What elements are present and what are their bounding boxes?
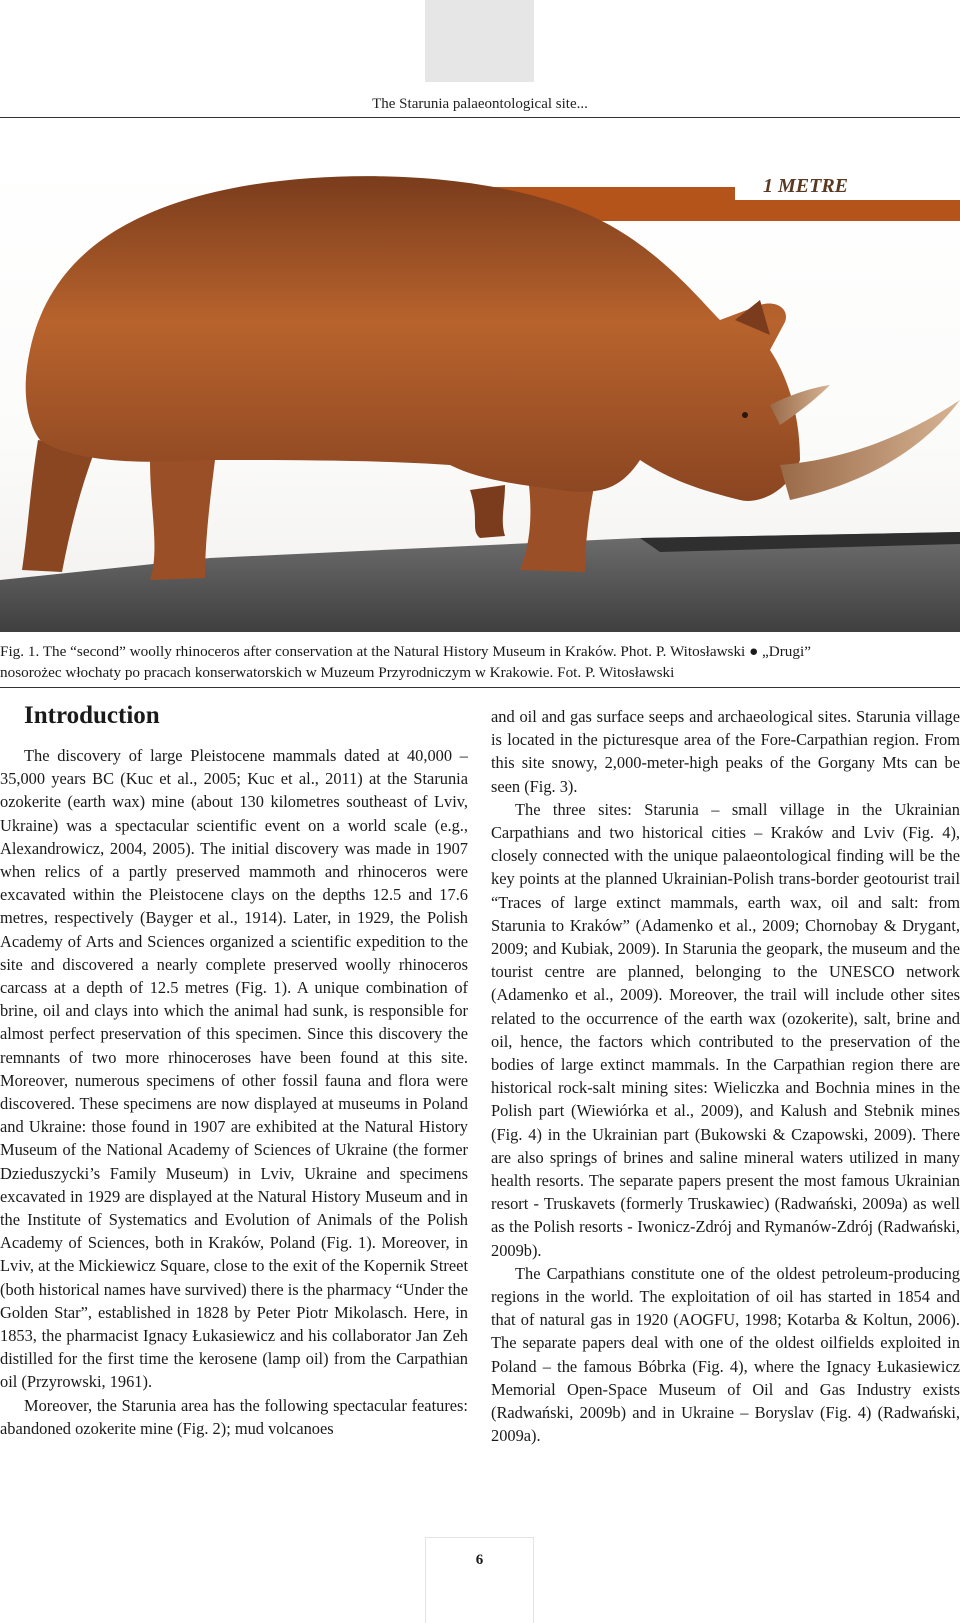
front-horn	[780, 400, 960, 500]
header-rule	[0, 117, 960, 118]
scale-label: 1 METRE	[763, 175, 849, 197]
paragraph: and oil and gas surface seeps and archaeological sites. Starunia village is located in the picturesque area of the Fore-Carpathian region. From this site snowy, 2,000-meter-high peaks of the Gorgany Mts can be seen (Fig. 3).	[491, 707, 960, 796]
rhinoceros-photo	[0, 160, 960, 632]
paragraph: The Carpathians constitute one of the oldest petroleum-producing regions in the world. The exploitation of oil has started in 1854 and that of natural gas in 1920 (AOGFU, 1998; Kotarba & Koltun, 2006). The separate papers deal with one of the oldest oilfields exploited in Poland – the famous Bóbrka (Fig. 4), where the Ignacy Łukasiewicz Memorial Open-Space Museum of Oil and Gas Industry exists (Radwański, 2009b) and in Ukraine – Boryslav (Fig. 4) (Radwański, 2009a).	[491, 1263, 960, 1446]
paragraph: The discovery of large Pleistocene mammals dated at 40,000 – 35,000 years BC (Kuc et al., 2005; Kuc et al., 2011) at the Starunia ozokerite (earth wax) mine (about 130 kilometres southeast of Lviv, Ukraine) was a spectacular scientific event on a world scale (e.g., Alexandrowicz, 2004, 2005). The initial discovery was made in 1907 when relics of a partly preserved mammoth and rhinoceros were excavated within the Pleistocene clays on the depths 12.5 and 17.6 metres, respectively (Bayger et al., 1914). Later, in 1929, the Polish Academy of Arts and Sciences organized a scientific expedition to the site and discovered a nearly complete preserved woolly rhinoceros carcass at a depth of 12.5 metres (Fig. 1). A unique combination of brine, oil and clays into which the animal had sunk, is responsible for almost perfect preservation of this specimen. Since this discovery the remnants of two more rhinoceroses have been found at this site. Moreover, numerous specimens of other fossil fauna and flora were discovered. These specimens are now displayed at museums in Poland and Ukraine: those found in 1907 are exhibited at the Natural History Museum of the National Academy of Sciences of Ukraine (the former Dzieduszycki’s Family Museum) in Lviv, Ukraine and specimens excavated in 1929 are displayed at the Natural History Museum and in the Institute of Systematics and Evolution of Animals of the Polish Academy of Sciences, both in Kraków, Poland (Fig. 1). Moreover, in Lviv, at the Mickiewicz Square, close to the exit of the Kopernik Street (both historical names have survived) there is the pharmacy “Under the Golden Star”, established in 1828 by Peter Piotr Mikolasch. Here, in 1853, the pharmacist Ignacy Łukasiewicz and his collaborator Jan Zeh distilled for the first time the kerosene (lamp oil) from the Carpathian oil (Przyrowski, 1961).	[0, 746, 468, 1392]
caption-line-english: Fig. 1. The “second” woolly rhinoceros after conservation at the Natural History Museum in Kraków. Phot. P. Witosławski ● „Drugi”	[0, 643, 811, 660]
paragraph: Moreover, the Starunia area has the following spectacular features: abandoned ozokerite mine (Fig. 2); mud volcanoes	[0, 1395, 468, 1438]
rhinoceros-body	[26, 176, 800, 501]
rhinoceros-illustration	[0, 160, 960, 632]
figure-caption	[0, 641, 960, 683]
header-tab	[425, 0, 534, 82]
section-title: Introduction	[24, 702, 160, 729]
left-column	[0, 700, 468, 1440]
caption-rule	[0, 687, 960, 688]
caption-line-polish: nosorożec włochaty po pracach konserwatorskich w Muzeum Przyrodniczym w Krakowie. Fot. P. Witosławski	[0, 664, 675, 681]
paragraph: The three sites: Starunia – small village in the Ukrainian Carpathians and two historical cities – Kraków and Lviv (Fig. 4), closely connected with the unique palaeontological finding will be the key points at the planned Ukrainian-Polish trans-border geotourist trail “Traces of large extinct mammals, earth wax, oil and salt: from Starunia to Kraków” (Adamenko et al., 2009; Chornobay & Drygant, 2009; and Kubiak, 2009). In Starunia the geopark, the museum and the tourist centre are planned, belonging to the UNESCO network (Adamenko et al., 2009). Moreover, the trail will include other sites related to the occurrence of the earth wax (ozokerite), salt, brine and oil, hence, the factors which contributed to the preservation of the bodies of large extinct mammals. In the Carpathian region there are historical rock-salt mining sites: Wieliczka and Bochnia mines in the Polish part (Wiewiórka et al., 2009), and Kalush and Stebnik mines (Fig. 4) in the Ukrainian part (Bukowski & Czapowski, 2009). There are also springs of brines and saline mineral waters utilized in many health resorts. The separate papers present the most famous Ukrainian resort - Truskavets (formerly Truskawiec) (Radwański, 2009a) as well as the Polish resorts - Iwonicz-Zdrój and Rymanów-Zdrój (Radwański, 2009b).	[491, 799, 960, 1260]
right-column	[491, 705, 960, 1448]
page-number: 6	[475, 1552, 484, 1568]
running-head: The Starunia palaeontological site...	[372, 96, 588, 112]
page-number-box	[425, 1537, 534, 1623]
